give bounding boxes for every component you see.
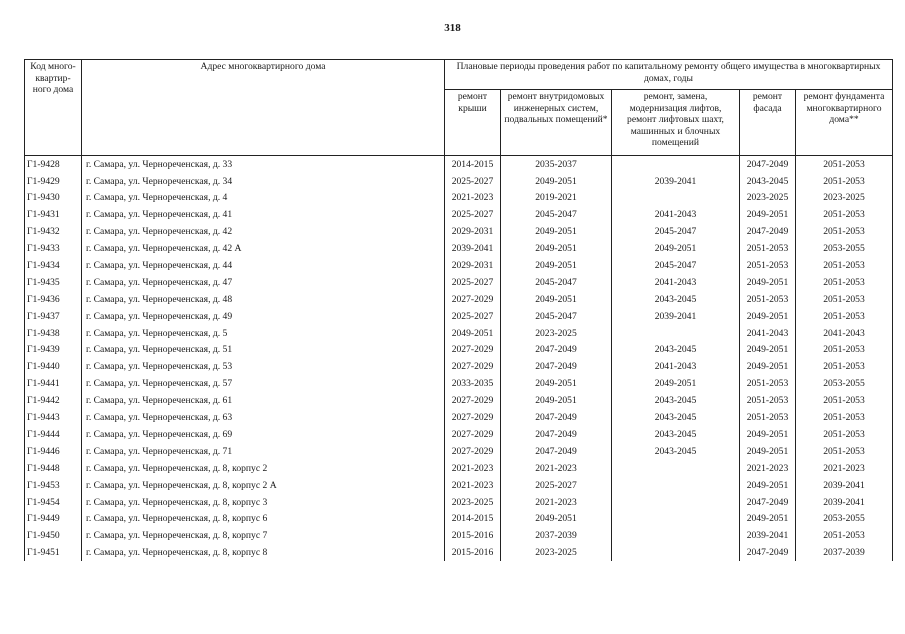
cell-facade: 2049-2051 [740, 511, 796, 528]
cell-code: Г1-9434 [25, 257, 82, 274]
table-row [25, 156, 893, 173]
cell-facade: 2049-2051 [740, 207, 796, 224]
cell-elevators: 2043-2045 [612, 392, 740, 409]
cell-code: Г1-9446 [25, 443, 82, 460]
cell-engineering: 2035-2037 [501, 156, 612, 173]
table-row [25, 207, 893, 224]
cell-foundation: 2051-2053 [796, 409, 893, 426]
cell-roof: 2023-2025 [445, 494, 501, 511]
cell-elevators: 2043-2045 [612, 443, 740, 460]
cell-foundation: 2051-2053 [796, 426, 893, 443]
cell-elevators: 2049-2051 [612, 240, 740, 257]
cell-foundation: 2051-2053 [796, 173, 893, 190]
cell-elevators: 2043-2045 [612, 342, 740, 359]
cell-facade: 2051-2053 [740, 257, 796, 274]
cell-roof: 2027-2029 [445, 443, 501, 460]
cell-roof: 2027-2029 [445, 409, 501, 426]
cell-elevators [612, 190, 740, 207]
cell-foundation: 2039-2041 [796, 494, 893, 511]
cell-address: г. Самара, ул. Чернореченская, д. 8, корпус 7 [82, 528, 445, 545]
table-row [25, 173, 893, 190]
cell-engineering: 2025-2027 [501, 477, 612, 494]
cell-roof: 2015-2016 [445, 544, 501, 561]
cell-code: Г1-9436 [25, 291, 82, 308]
cell-code: Г1-9431 [25, 207, 82, 224]
cell-address: г. Самара, ул. Чернореченская, д. 33 [82, 156, 445, 173]
cell-address: г. Самара, ул. Чернореченская, д. 8, корпус 2 А [82, 477, 445, 494]
table-row [25, 190, 893, 207]
cell-engineering: 2021-2023 [501, 460, 612, 477]
cell-engineering: 2049-2051 [501, 173, 612, 190]
table-row [25, 325, 893, 342]
cell-code: Г1-9442 [25, 392, 82, 409]
table-row [25, 240, 893, 257]
table-row [25, 409, 893, 426]
cell-address: г. Самара, ул. Чернореченская, д. 8, корпус 2 [82, 460, 445, 477]
cell-engineering: 2045-2047 [501, 207, 612, 224]
cell-roof: 2021-2023 [445, 190, 501, 207]
cell-engineering: 2023-2025 [501, 325, 612, 342]
table-row [25, 477, 893, 494]
cell-foundation: 2051-2053 [796, 291, 893, 308]
cell-roof: 2027-2029 [445, 426, 501, 443]
table-row [25, 426, 893, 443]
cell-elevators [612, 494, 740, 511]
cell-code: Г1-9443 [25, 409, 82, 426]
cell-elevators: 2041-2043 [612, 359, 740, 376]
cell-facade: 2051-2053 [740, 291, 796, 308]
cell-engineering: 2049-2051 [501, 240, 612, 257]
header-facade: ремонт фасада [740, 90, 796, 156]
cell-address: г. Самара, ул. Чернореченская, д. 8, корпус 3 [82, 494, 445, 511]
cell-foundation: 2051-2053 [796, 359, 893, 376]
cell-facade: 2041-2043 [740, 325, 796, 342]
cell-code: Г1-9435 [25, 274, 82, 291]
table-row [25, 460, 893, 477]
cell-facade: 2049-2051 [740, 426, 796, 443]
header-periods: Плановые периоды проведения работ по капитальному ремонту общего имущества в многоквартирных домах, годы [445, 60, 893, 90]
cell-roof: 2027-2029 [445, 342, 501, 359]
cell-engineering: 2049-2051 [501, 291, 612, 308]
cell-code: Г1-9453 [25, 477, 82, 494]
cell-address: г. Самара, ул. Чернореченская, д. 48 [82, 291, 445, 308]
cell-engineering: 2047-2049 [501, 359, 612, 376]
cell-address: г. Самара, ул. Чернореченская, д. 63 [82, 409, 445, 426]
cell-address: г. Самара, ул. Чернореченская, д. 5 [82, 325, 445, 342]
table-row [25, 376, 893, 393]
cell-code: Г1-9454 [25, 494, 82, 511]
cell-engineering: 2037-2039 [501, 528, 612, 545]
table-row [25, 257, 893, 274]
cell-foundation: 2053-2055 [796, 376, 893, 393]
table-row [25, 224, 893, 241]
cell-address: г. Самара, ул. Чернореченская, д. 42 А [82, 240, 445, 257]
table-row [25, 494, 893, 511]
cell-code: Г1-9437 [25, 308, 82, 325]
cell-code: Г1-9439 [25, 342, 82, 359]
cell-foundation: 2051-2053 [796, 392, 893, 409]
cell-elevators [612, 528, 740, 545]
cell-foundation: 2023-2025 [796, 190, 893, 207]
cell-foundation: 2039-2041 [796, 477, 893, 494]
cell-elevators: 2039-2041 [612, 173, 740, 190]
cell-elevators [612, 544, 740, 561]
cell-engineering: 2019-2021 [501, 190, 612, 207]
cell-foundation: 2037-2039 [796, 544, 893, 561]
cell-address: г. Самара, ул. Чернореченская, д. 49 [82, 308, 445, 325]
cell-code: Г1-9450 [25, 528, 82, 545]
cell-foundation: 2053-2055 [796, 511, 893, 528]
cell-address: г. Самара, ул. Чернореченская, д. 42 [82, 224, 445, 241]
table-row [25, 342, 893, 359]
cell-engineering: 2049-2051 [501, 511, 612, 528]
cell-code: Г1-9449 [25, 511, 82, 528]
cell-facade: 2047-2049 [740, 156, 796, 173]
cell-roof: 2015-2016 [445, 528, 501, 545]
header-code: Код много-квартир-ного дома [25, 60, 82, 156]
cell-engineering: 2049-2051 [501, 376, 612, 393]
table-row [25, 308, 893, 325]
cell-roof: 2014-2015 [445, 156, 501, 173]
cell-code: Г1-9433 [25, 240, 82, 257]
cell-facade: 2051-2053 [740, 392, 796, 409]
cell-engineering: 2047-2049 [501, 443, 612, 460]
cell-code: Г1-9432 [25, 224, 82, 241]
cell-foundation: 2051-2053 [796, 528, 893, 545]
cell-foundation: 2051-2053 [796, 342, 893, 359]
cell-address: г. Самара, ул. Чернореченская, д. 57 [82, 376, 445, 393]
cell-elevators: 2041-2043 [612, 207, 740, 224]
table-row [25, 359, 893, 376]
cell-engineering: 2047-2049 [501, 409, 612, 426]
header-elevators: ремонт, замена, модернизация лифтов, ремонт лифтовых шахт, машинных и блочных помещений [612, 90, 740, 156]
cell-foundation: 2051-2053 [796, 308, 893, 325]
cell-roof: 2025-2027 [445, 308, 501, 325]
cell-elevators: 2043-2045 [612, 409, 740, 426]
header-foundation: ремонт фундамента многоквартирного дома** [796, 90, 893, 156]
table-row [25, 392, 893, 409]
cell-facade: 2047-2049 [740, 494, 796, 511]
cell-code: Г1-9428 [25, 156, 82, 173]
cell-foundation: 2051-2053 [796, 207, 893, 224]
cell-address: г. Самара, ул. Чернореченская, д. 4 [82, 190, 445, 207]
cell-roof: 2049-2051 [445, 325, 501, 342]
cell-foundation: 2041-2043 [796, 325, 893, 342]
cell-engineering: 2049-2051 [501, 257, 612, 274]
header-address: Адрес многоквартирного дома [82, 60, 445, 156]
cell-facade: 2039-2041 [740, 528, 796, 545]
cell-engineering: 2021-2023 [501, 494, 612, 511]
cell-code: Г1-9429 [25, 173, 82, 190]
table-body [25, 156, 893, 562]
cell-elevators [612, 511, 740, 528]
cell-elevators: 2039-2041 [612, 308, 740, 325]
cell-facade: 2049-2051 [740, 342, 796, 359]
cell-roof: 2025-2027 [445, 173, 501, 190]
cell-code: Г1-9441 [25, 376, 82, 393]
cell-elevators [612, 460, 740, 477]
cell-code: Г1-9444 [25, 426, 82, 443]
cell-elevators: 2049-2051 [612, 376, 740, 393]
cell-code: Г1-9438 [25, 325, 82, 342]
cell-elevators [612, 156, 740, 173]
table-row [25, 511, 893, 528]
cell-foundation: 2051-2053 [796, 224, 893, 241]
cell-elevators: 2045-2047 [612, 224, 740, 241]
cell-roof: 2021-2023 [445, 477, 501, 494]
cell-roof: 2014-2015 [445, 511, 501, 528]
cell-elevators: 2043-2045 [612, 426, 740, 443]
cell-roof: 2021-2023 [445, 460, 501, 477]
cell-address: г. Самара, ул. Чернореченская, д. 53 [82, 359, 445, 376]
cell-address: г. Самара, ул. Чернореченская, д. 47 [82, 274, 445, 291]
table-row [25, 443, 893, 460]
cell-roof: 2025-2027 [445, 207, 501, 224]
cell-address: г. Самара, ул. Чернореченская, д. 41 [82, 207, 445, 224]
cell-address: г. Самара, ул. Чернореченская, д. 51 [82, 342, 445, 359]
cell-elevators [612, 477, 740, 494]
cell-elevators: 2045-2047 [612, 257, 740, 274]
cell-foundation: 2051-2053 [796, 274, 893, 291]
cell-facade: 2049-2051 [740, 443, 796, 460]
page-number: 318 [444, 22, 461, 34]
header-roof: ремонт крыши [445, 90, 501, 156]
cell-facade: 2049-2051 [740, 359, 796, 376]
cell-engineering: 2023-2025 [501, 544, 612, 561]
cell-code: Г1-9448 [25, 460, 82, 477]
cell-roof: 2027-2029 [445, 392, 501, 409]
cell-facade: 2049-2051 [740, 308, 796, 325]
cell-address: г. Самара, ул. Чернореченская, д. 8, корпус 8 [82, 544, 445, 561]
cell-roof: 2027-2029 [445, 359, 501, 376]
cell-roof: 2033-2035 [445, 376, 501, 393]
cell-facade: 2047-2049 [740, 224, 796, 241]
cell-code: Г1-9440 [25, 359, 82, 376]
table-row [25, 291, 893, 308]
cell-engineering: 2045-2047 [501, 274, 612, 291]
cell-facade: 2047-2049 [740, 544, 796, 561]
cell-address: г. Самара, ул. Чернореченская, д. 61 [82, 392, 445, 409]
cell-elevators [612, 325, 740, 342]
header-engineering: ремонт внутридомовых инженерных систем, подвальных помещений* [501, 90, 612, 156]
cell-address: г. Самара, ул. Чернореченская, д. 8, корпус 6 [82, 511, 445, 528]
cell-facade: 2051-2053 [740, 240, 796, 257]
table-row [25, 544, 893, 561]
cell-foundation: 2021-2023 [796, 460, 893, 477]
cell-engineering: 2049-2051 [501, 224, 612, 241]
cell-engineering: 2049-2051 [501, 392, 612, 409]
cell-address: г. Самара, ул. Чернореченская, д. 71 [82, 443, 445, 460]
cell-foundation: 2051-2053 [796, 257, 893, 274]
cell-code: Г1-9430 [25, 190, 82, 207]
cell-roof: 2027-2029 [445, 291, 501, 308]
cell-engineering: 2047-2049 [501, 342, 612, 359]
cell-facade: 2051-2053 [740, 376, 796, 393]
cell-elevators: 2041-2043 [612, 274, 740, 291]
cell-engineering: 2047-2049 [501, 426, 612, 443]
table-row [25, 528, 893, 545]
cell-foundation: 2053-2055 [796, 240, 893, 257]
cell-address: г. Самара, ул. Чернореченская, д. 69 [82, 426, 445, 443]
cell-facade: 2049-2051 [740, 274, 796, 291]
cell-facade: 2023-2025 [740, 190, 796, 207]
cell-roof: 2039-2041 [445, 240, 501, 257]
cell-foundation: 2051-2053 [796, 156, 893, 173]
cell-engineering: 2045-2047 [501, 308, 612, 325]
cell-code: Г1-9451 [25, 544, 82, 561]
cell-address: г. Самара, ул. Чернореченская, д. 44 [82, 257, 445, 274]
cell-facade: 2051-2053 [740, 409, 796, 426]
cell-roof: 2029-2031 [445, 224, 501, 241]
table-row [25, 274, 893, 291]
cell-facade: 2021-2023 [740, 460, 796, 477]
cell-roof: 2029-2031 [445, 257, 501, 274]
cell-facade: 2049-2051 [740, 477, 796, 494]
cell-facade: 2043-2045 [740, 173, 796, 190]
cell-address: г. Самара, ул. Чернореченская, д. 34 [82, 173, 445, 190]
capital-repair-table [24, 59, 893, 561]
cell-elevators: 2043-2045 [612, 291, 740, 308]
cell-foundation: 2051-2053 [796, 443, 893, 460]
cell-roof: 2025-2027 [445, 274, 501, 291]
